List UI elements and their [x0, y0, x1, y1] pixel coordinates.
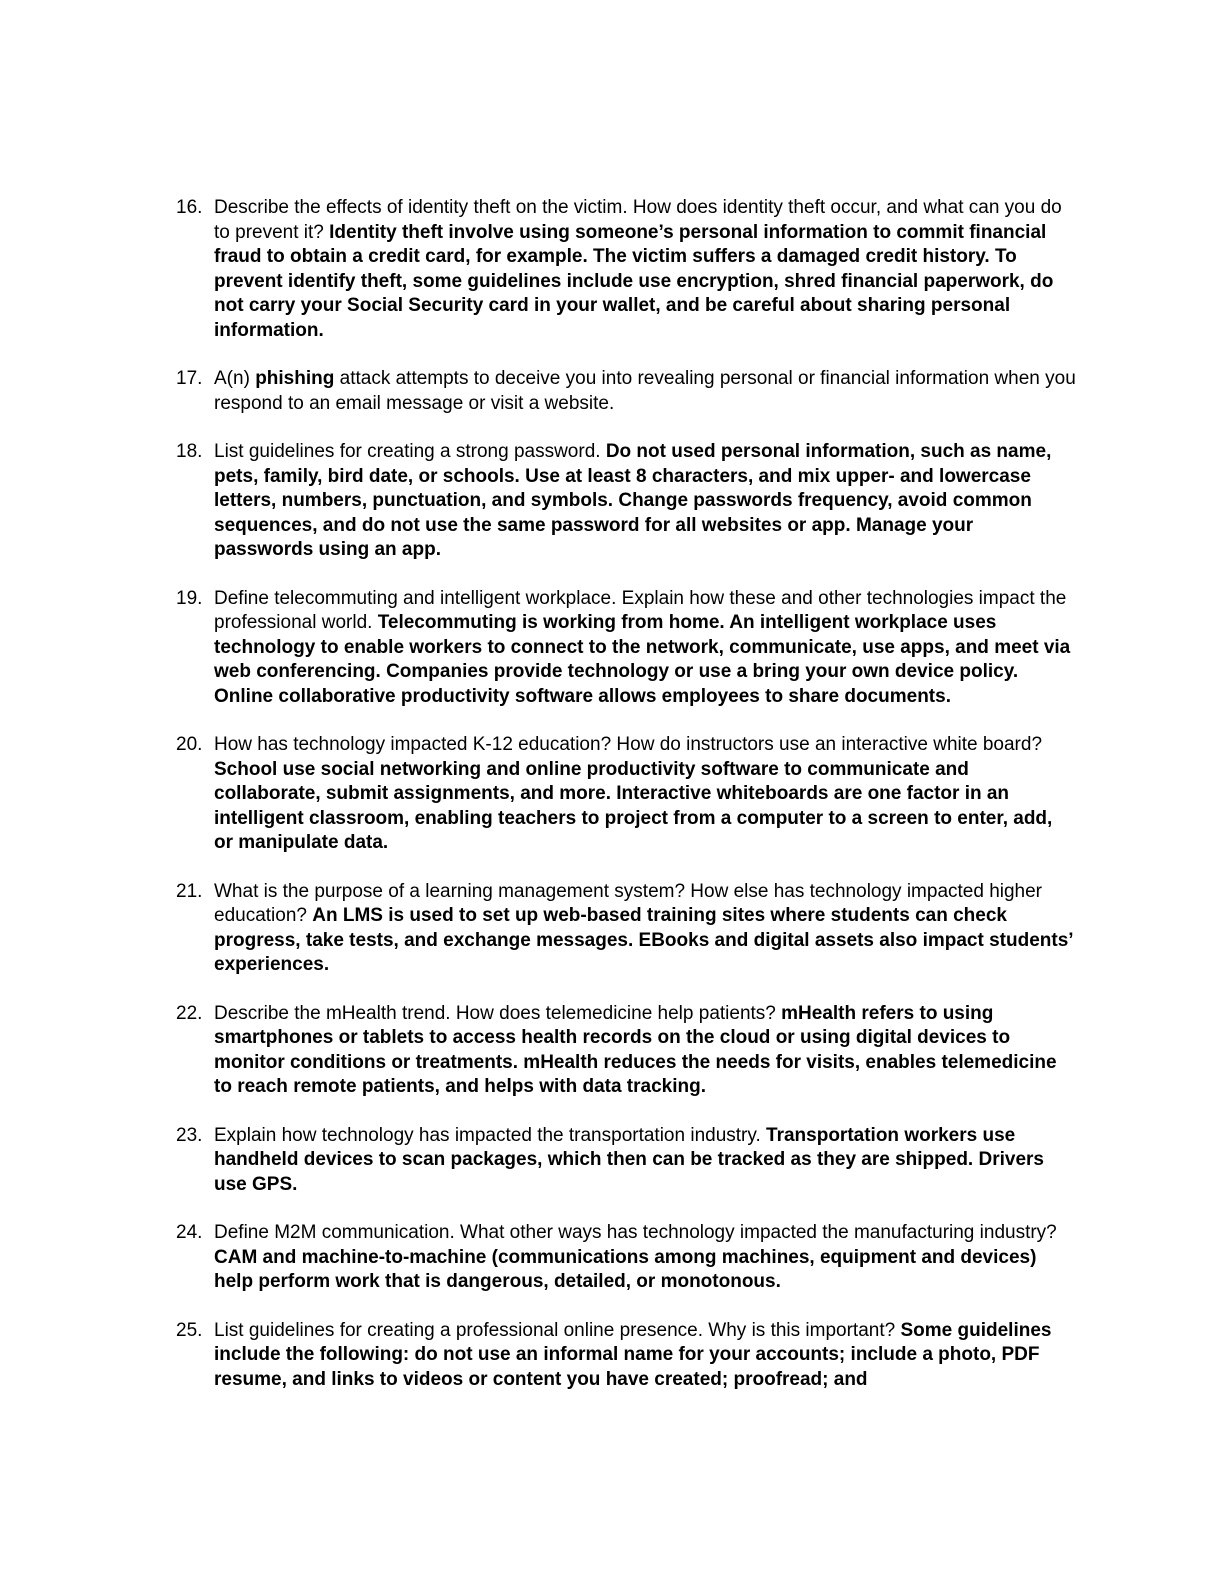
- question-text: What is the purpose of a learning management system? How else has technology impacted higher education?: [214, 880, 1043, 926]
- question-number: 24.: [176, 1222, 203, 1243]
- answer-text: Telecommuting is working from home. An intelligent workplace uses technology to enable workers to connect to the network, communicate, use apps, and meet via web conferencing. Companies provide technology or use a bring your own device policy. Online collaborative productivity software allows employees to share documents.: [214, 612, 1071, 707]
- question-text: Define M2M communication. What other ways has technology impacted the manufacturing industry?: [214, 1222, 1057, 1243]
- question-number: 17.: [176, 368, 203, 389]
- question-text: List guidelines for creating a professional online presence. Why is this important?: [214, 1319, 896, 1341]
- question-item-20: [176, 733, 1076, 856]
- question-item-16: [176, 196, 1076, 343]
- question-item-17: [176, 367, 1076, 416]
- question-item-25: [176, 1319, 1076, 1393]
- question-text: List guidelines for creating a strong password.: [214, 441, 601, 462]
- answer-text: phishing: [255, 368, 335, 389]
- answer-text: Some guidelines include the following: do not use an informal name for your accounts; include a photo, PDF resume, and links to videos or content you have created; proofread; and: [214, 1319, 1052, 1390]
- question-number: 16.: [176, 197, 203, 218]
- answer-text: mHealth refers to using smartphones or tablets to access health records on the cloud or using digital devices to monitor conditions or treatments. mHealth reduces the needs for visits, enables telemedicine to reach remote patients, and helps with data tracking.: [214, 1002, 1057, 1097]
- answer-text: Identity theft involve using someone’s personal information to commit financial fraud to obtain a credit card, for example. The victim suffers a damaged credit history. To prevent identify theft, some guidelines include use encryption, shred financial paperwork, do not carry your Social Security card in your wallet, and be careful about sharing personal information.: [214, 221, 1054, 341]
- question-item-18: [176, 440, 1076, 563]
- question-number: 23.: [176, 1124, 203, 1146]
- question-text: Explain how technology has impacted the transportation industry.: [214, 1124, 761, 1146]
- answer-text: CAM and machine-to-machine (communications among machines, equipment and devices) help perform work that is dangerous, detailed, or monotonous.: [214, 1246, 1037, 1292]
- question-item-22: [176, 1002, 1076, 1100]
- question-text: How has technology impacted K-12 education? How do instructors use an interactive white board?: [214, 734, 1043, 755]
- question-text: Define telecommuting and intelligent workplace. Explain how these and other technologies impact the professional world.: [214, 587, 1067, 633]
- answer-text: An LMS is used to set up web-based training sites where students can check progress, take tests, and exchange messages. EBooks and digital assets also impact students’ experiences.: [214, 905, 1073, 975]
- answer-text: Do not used personal information, such as name, pets, family, bird date, or schools. Use at least 8 characters, and mix upper- and lowercase letters, numbers, punctuation, and symbols. Change passwords frequency, avoid common sequences, and do not use the same password for all websites or app. Manage your passwords using an app.: [214, 441, 1052, 560]
- question-number: 21.: [176, 880, 203, 902]
- question-number: 18.: [176, 441, 203, 462]
- question-text: Describe the mHealth trend. How does telemedicine help patients?: [214, 1002, 776, 1024]
- question-text-continued: attack attempts to deceive you into revealing personal or financial information when you respond to an email message or visit a website.: [214, 368, 1076, 414]
- question-number: 19.: [176, 587, 203, 609]
- question-number: 22.: [176, 1002, 203, 1024]
- question-list: [176, 196, 1076, 1416]
- question-item-23: [176, 1124, 1076, 1198]
- question-text: Describe the effects of identity theft on the victim. How does identity theft occur, and what can you do to prevent it?: [214, 197, 1062, 243]
- question-number: 25.: [176, 1319, 203, 1341]
- question-text: A(n): [214, 368, 250, 389]
- answer-text: Transportation workers use handheld devices to scan packages, which then can be tracked as they are shipped. Drivers use GPS.: [214, 1124, 1044, 1195]
- question-item-24: [176, 1221, 1076, 1295]
- question-item-21: [176, 880, 1076, 978]
- question-item-19: [176, 587, 1076, 710]
- question-number: 20.: [176, 734, 203, 755]
- answer-text: School use social networking and online productivity software to communicate and collaborate, submit assignments, and more. Interactive whiteboards are one factor in an intelligent classroom, enabling teachers to project from a computer to a screen to enter, add, or manipulate data.: [214, 758, 1053, 853]
